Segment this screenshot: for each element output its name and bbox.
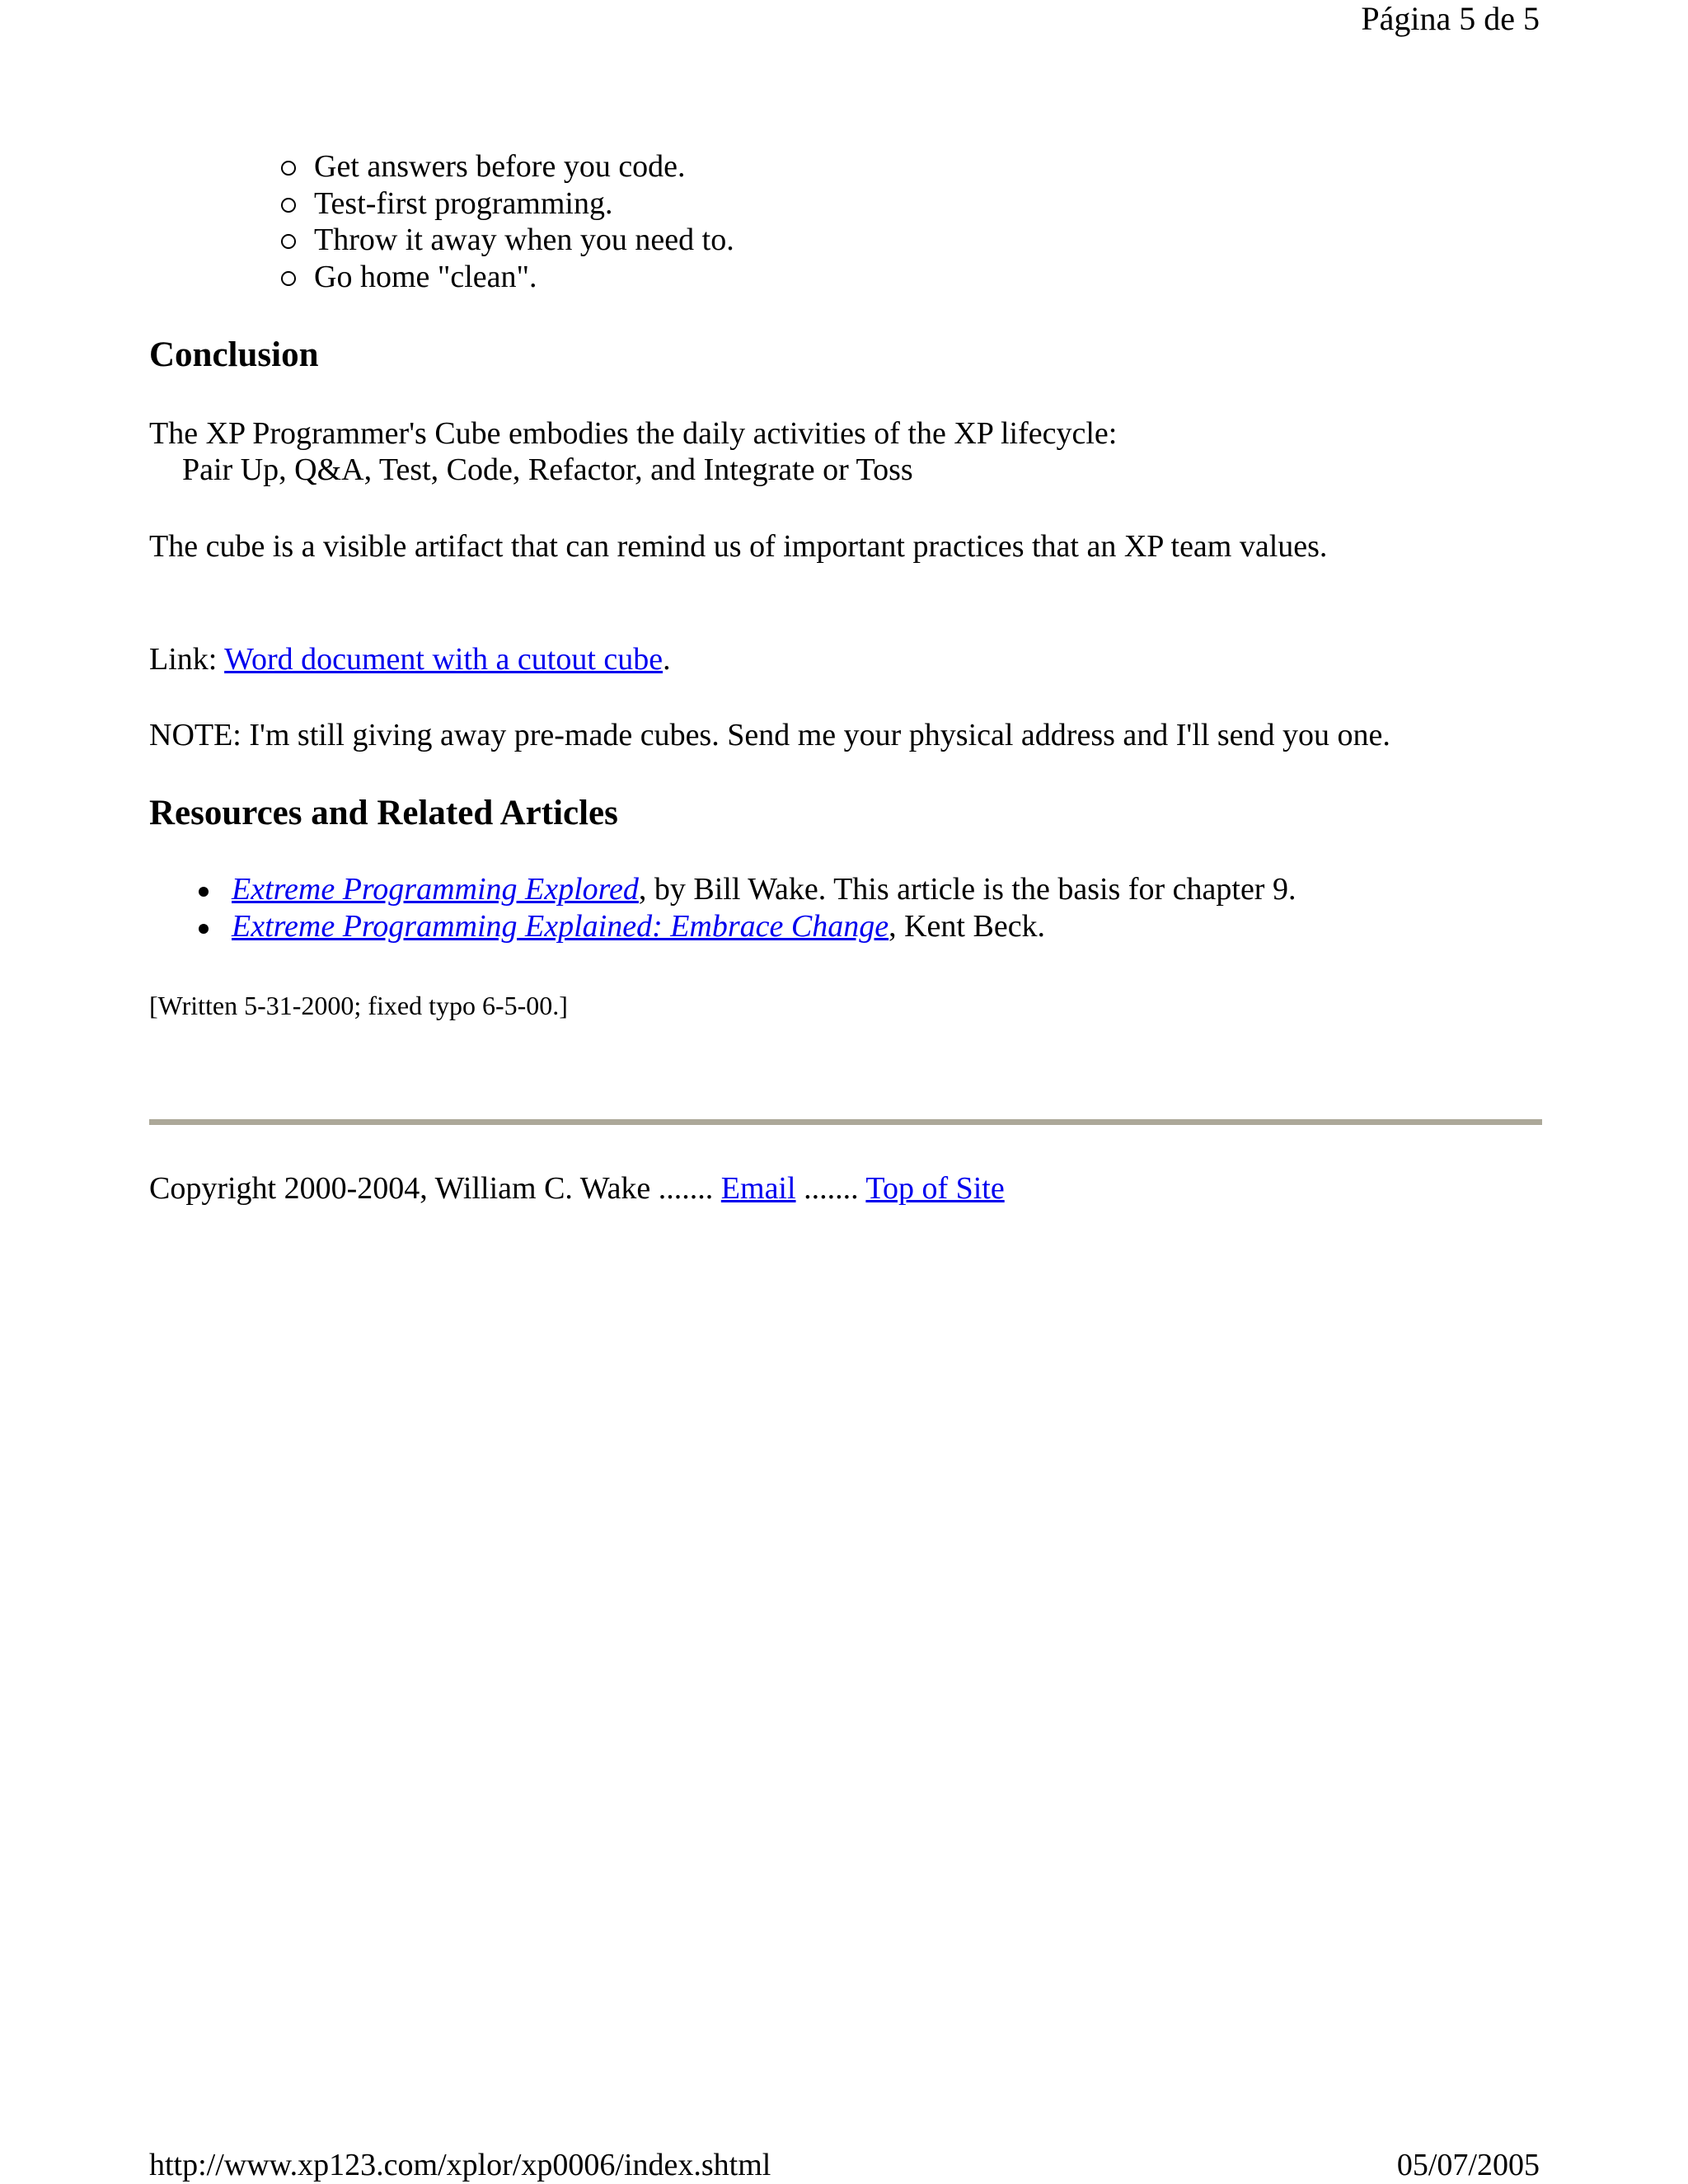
list-item: Test-first programming. xyxy=(281,185,734,223)
copyright-text: Copyright 2000-2004, William C. Wake ....... xyxy=(149,1171,721,1206)
written-note: [Written 5-31-2000; fixed typo 6-5-00.] xyxy=(149,991,568,1020)
conclusion-heading: Conclusion xyxy=(149,335,319,374)
footer-url: http://www.xp123.com/xplor/xp0006/index.shtml xyxy=(149,2148,771,2182)
cutout-cube-link[interactable]: Word document with a cutout cube xyxy=(224,642,663,677)
resource-detail: , Kent Beck. xyxy=(889,908,1046,944)
note-paragraph: NOTE: I'm still giving away pre-made cubes. Send me your physical address and I'll send you one. xyxy=(149,718,1390,752)
top-of-site-link[interactable]: Top of Site xyxy=(865,1171,1005,1206)
list-item: Throw it away when you need to. xyxy=(281,222,734,259)
conclusion-line1: The XP Programmer's Cube embodies the daily activities of the XP lifecycle: xyxy=(149,416,1118,451)
conclusion-line2: Pair Up, Q&A, Test, Code, Refactor, and Integrate or Toss xyxy=(182,452,913,487)
horizontal-rule xyxy=(149,1119,1542,1125)
resource-detail: , by Bill Wake. This article is the basis for chapter 9. xyxy=(638,872,1296,907)
footer-date: 05/07/2005 xyxy=(1396,2148,1540,2182)
xp-explained-link[interactable]: Extreme Programming Explained: Embrace Change xyxy=(232,908,889,944)
list-item xyxy=(199,871,1296,908)
practice-sub-list xyxy=(281,148,734,295)
copyright-line xyxy=(149,1170,1005,1207)
link-suffix: . xyxy=(663,642,671,677)
link-prefix: Link: xyxy=(149,642,225,677)
resources-list xyxy=(199,871,1296,944)
resources-heading: Resources and Related Articles xyxy=(149,794,618,832)
link-paragraph xyxy=(149,641,671,678)
conclusion-paragraph: The cube is a visible artifact that can remind us of important practices that an XP team values. xyxy=(149,529,1328,564)
list-item xyxy=(199,908,1296,945)
xp-explored-link[interactable]: Extreme Programming Explored xyxy=(232,872,639,907)
list-item: Go home "clean". xyxy=(281,259,734,296)
copyright-separator: ....... xyxy=(795,1171,866,1206)
page-indicator: Página 5 de 5 xyxy=(1361,0,1540,37)
list-item: Get answers before you code. xyxy=(281,148,734,185)
email-link[interactable]: Email xyxy=(720,1171,796,1206)
